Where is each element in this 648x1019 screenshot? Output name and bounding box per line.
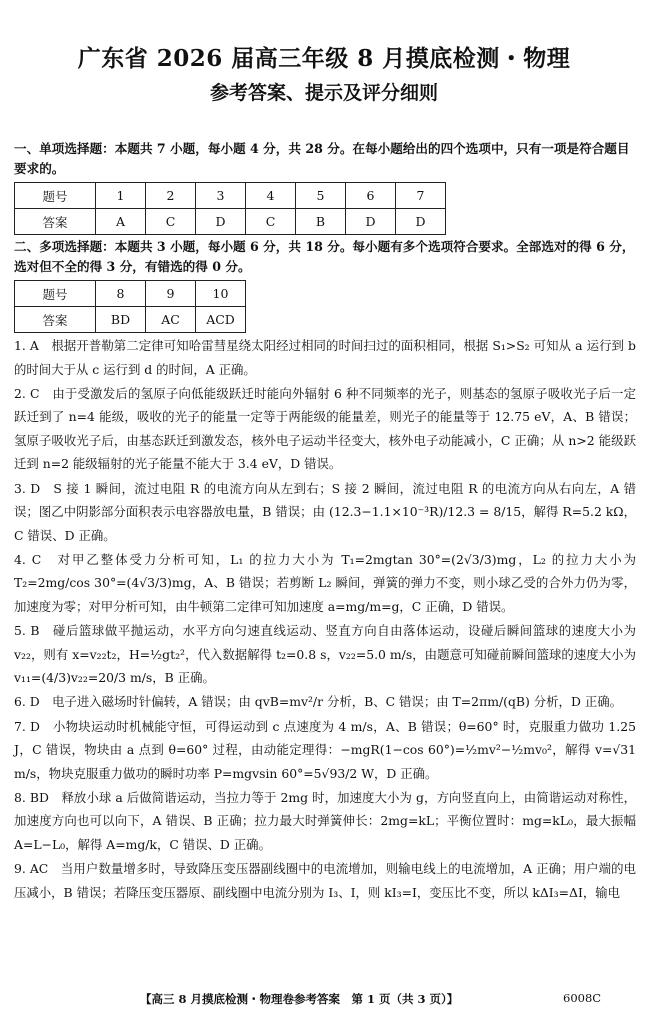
explanation-item-5 (14, 619, 636, 690)
answer-cell: C (246, 209, 296, 235)
item-text: 对甲乙整体受力分析可知，L₁ 的拉力大小为 T₁=2mgtan 30°=(2√3/3)mg，L₂ 的拉力大小为 T₂=2mg/cos 30°=(4√3/3)mg，A、B 错误；若剪断 L₂ 瞬间，弹簧的弹力不变，则小球乙受的合外力仍为零，加速度为零；对甲分析可知，由牛顿第二定律可知加速度 a=mg/m=g，C 正确，D 错误。 (14, 551, 636, 615)
question-number: 4 (246, 183, 296, 209)
footer-code: 6008C (563, 991, 602, 1005)
explanation-item-2 (14, 382, 636, 476)
table-row-numbers (15, 281, 246, 307)
section2-heading: 二、多项选择题：本题共 3 小题，每小题 6 分，共 18 分。每小题有多个选项符合要求。全部选对的得 6 分，选对但不全的得 3 分，有错选的得 0 分。 (14, 239, 635, 274)
question-number: 7 (396, 183, 446, 209)
page-title: 广东省 2026 届高三年级 8 月摸底检测・物理 (77, 45, 571, 72)
item-head: 5. B (14, 623, 40, 639)
item-head: 7. D (14, 718, 40, 734)
question-number: 2 (146, 183, 196, 209)
row-label: 题号 (15, 183, 96, 209)
item-head: 1. A (14, 338, 39, 353)
explanation-item-3 (14, 477, 636, 548)
answer-cell: B (296, 209, 346, 235)
question-number: 6 (346, 183, 396, 209)
question-number: 8 (96, 281, 146, 307)
item-head: 3. D (14, 480, 41, 496)
answer-cell: D (196, 209, 246, 235)
row-label: 答案 (15, 307, 96, 333)
explanation-item-9 (14, 857, 636, 904)
answer-cell: A (96, 209, 146, 235)
item-head: 9. AC (14, 861, 49, 877)
section2-answer-table (14, 280, 246, 333)
footer-page-info: 【高三 8 月摸底检测・物理卷参考答案 第 1 页（共 3 页）】 (140, 992, 459, 1006)
question-number: 1 (96, 183, 146, 209)
item-text: 由于受激发后的氢原子向低能级跃迁时能向外辐射 6 种不同频率的光子，则基态的氢原子吸收光子后一定跃迁到了 n=4 能级，吸收的光子的能量一定等于两能级的能量差，则光子的能量等于 12.75 eV，A、B 错误；氢原子吸收光子后，由基态跃迁到激发态，核外电子运动半径变大，核外电子动能减小，C 正确；从 n>2 能级跃迁到 n=2 能级辐射的光子能量不能大于 3.4 eV，D 错误。 (14, 385, 636, 472)
item-text: 释放小球 a 后做简谐运动，当拉力等于 2mg 时，加速度大小为 g，方向竖直向上，由简谐运动对称性，加速度方向也可以向下，A 错误、B 正确；拉力最大时弹簧伸长：2mg=kL；平衡位置时：mg=kL₀，最大振幅 A=L−L₀，解得 A=mg/k，C 错误、D 正确。 (14, 789, 636, 852)
item-head: 6. D (14, 694, 40, 710)
item-head: 4. C (14, 551, 42, 567)
question-number: 3 (196, 183, 246, 209)
item-text: 电子进入磁场时针偏转，A 错误；由 qvB=mv²/r 分析，B、C 错误；由 T=2πm/(qB) 分析，D 正确。 (52, 694, 622, 710)
table-row-answers (15, 209, 446, 235)
question-number: 5 (296, 183, 346, 209)
section1-answer-table (14, 182, 446, 235)
item-text: 当用户数量增多时，导致降压变压器副线圈中的电流增加，则输电线上的电流增加，A 正确；用户端的电压减小，B 错误；若降压变压器原、副线圈中电流分别为 I₃、I，则 kI₃=I，变压比不变，所以 kΔI₃=ΔI，输电 (14, 861, 636, 900)
explanation-item-1 (14, 334, 636, 381)
row-label: 答案 (15, 209, 96, 235)
answer-cell: AC (146, 307, 196, 333)
item-text: S 接 1 瞬间，流过电阻 R 的电流方向从左到右；S 接 2 瞬间，流过电阻 R 的电流方向从右向左，A 错误；图乙中阴影部分面积表示电容器放电量，B 错误；由 (12.3−1.1×10⁻³R)/12.3 = 8/15，解得 R=5.2 kΩ，C 错误、D 正确。 (14, 480, 636, 543)
item-text: 碰后篮球做平抛运动，水平方向匀速直线运动、竖直方向自由落体运动，设碰后瞬间篮球的速度大小为 v₂₂，则有 x=v₂₂t₂，H=½gt₂²，代入数据解得 t₂=0.8 s，v₂₂=5.0 m/s，由题意可知碰前瞬间篮球的速度大小为 v₁₁=(4/3)v₂₂=20/3 m/s，B 正确。 (14, 623, 637, 686)
question-number: 10 (196, 281, 246, 307)
table-row-numbers (15, 183, 446, 209)
item-text: 小物块运动时机械能守恒，可得运动到 c 点速度为 4 m/s，A、B 错误；θ=60° 时，克服重力做功 1.25 J，C 错误，物块由 a 点到 θ=60° 过程，由动能定理得：−mgR(1−cos 60°)=½mv²−½mv₀²，解得 v=√31 m/s，物块克服重力做功的瞬时功率 P=mgvsin 60°=5√93/2 W，D 正确。 (14, 718, 637, 781)
explanation-item-6 (14, 690, 636, 714)
section1-heading: 一、单项选择题：本题共 7 小题，每小题 4 分，共 28 分。在每小题给出的四个选项中，只有一项是符合题目要求的。 (14, 141, 630, 176)
explanation-item-4 (14, 548, 636, 619)
explanation-item-8 (14, 786, 636, 857)
answer-cell: C (146, 209, 196, 235)
answer-cell: D (346, 209, 396, 235)
answer-cell: BD (96, 307, 146, 333)
explanation-list (14, 334, 636, 905)
item-head: 2. C (14, 385, 40, 401)
item-text: 根据开普勒第二定律可知哈雷彗星绕太阳经过相同的时间扫过的面积相同，根据 S₁>S₂ 可知从 a 运行到 b 的时间大于从 c 运行到 d 的时间，A 正确。 (14, 338, 636, 377)
item-head: 8. BD (14, 789, 49, 805)
row-label: 题号 (15, 281, 96, 307)
answer-cell: D (396, 209, 446, 235)
explanation-item-7 (14, 715, 636, 786)
question-number: 9 (146, 281, 196, 307)
table-row-answers (15, 307, 246, 333)
page-subtitle: 参考答案、提示及评分细则 (209, 82, 438, 104)
answer-cell: ACD (196, 307, 246, 333)
